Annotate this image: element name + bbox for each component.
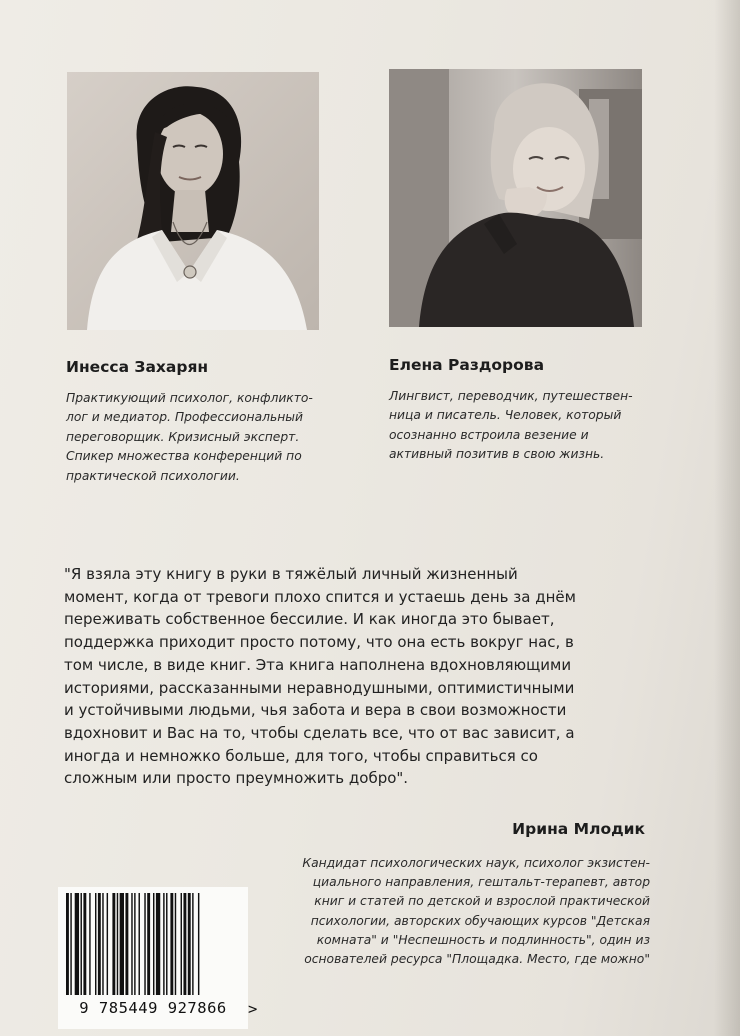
bio-line: лог и медиатор. Профессиональный: [66, 410, 303, 425]
bio-line: практической психологии.: [66, 468, 240, 483]
bio-line: Спикер множества конференций по: [66, 449, 302, 464]
author-name-elena: Елена Раздорова: [389, 356, 545, 374]
quote-line: вдохновит и Вас на то, чтобы сделать все, что от вас зависит, а: [64, 723, 575, 742]
author-bio-elena: [389, 387, 633, 465]
quote-line: том числе, в виде книг. Эта книга наполнена вдохновляющими: [64, 655, 572, 674]
barcode-bar: [131, 893, 132, 995]
review-quote: [64, 563, 576, 790]
reviewer-bio-line: Кандидат психологических наук, психолог экзистен-: [302, 856, 650, 870]
barcode-bar: [81, 893, 82, 995]
barcode-bar: [139, 893, 140, 995]
bio-line: Практикующий психолог, конфликто-: [66, 391, 313, 405]
reviewer-bio-line: комната" и "Неспешность и подлинность", один из: [316, 932, 650, 947]
quote-line: иногда и немножко больше, для того, чтобы справиться со: [64, 746, 538, 765]
barcode-bar: [98, 893, 101, 995]
barcode-bar: [198, 893, 199, 995]
barcode-bar: [83, 893, 86, 995]
isbn-barcode: [58, 887, 248, 1029]
barcode-bar: [181, 893, 182, 995]
barcode-bar: [125, 893, 128, 995]
barcode-bar: [144, 893, 145, 995]
barcode-bar: [183, 893, 186, 995]
quote-line: "Я взяла эту книгу в руки в тяжёлый личный жизненный: [64, 565, 518, 583]
barcode-bar: [153, 893, 154, 995]
barcode-bar: [188, 893, 191, 995]
quote-line: сложным или просто преумножить добро".: [64, 769, 409, 788]
barcode-bar: [107, 893, 108, 995]
author-photo-inessa: [67, 72, 319, 330]
quote-line: и устойчивыми людьми, чья забота и вера в свои возможности: [64, 701, 567, 720]
barcode-bar: [175, 893, 176, 995]
barcode-bar: [192, 893, 193, 995]
barcode-bar: [66, 893, 69, 995]
barcode-bar: [70, 893, 71, 995]
bio-line: осознанно встроила везение и: [389, 427, 589, 442]
quote-line: переживать собственное бессилие. И как иногда это бывает,: [64, 610, 555, 629]
reviewer-bio: [250, 854, 650, 969]
barcode-bar: [75, 893, 79, 995]
bio-line: переговорщик. Кризисный эксперт.: [66, 429, 300, 444]
reviewer-bio-line: психологии, авторских обучающих курсов "Детская: [310, 913, 650, 928]
isbn-number: 9 785449 927866: [79, 999, 227, 1017]
reviewer-bio-line: циального направления, гештальт-терапевт, автор: [312, 875, 650, 890]
author-name-inessa: Инесса Захарян: [66, 358, 209, 376]
author-bio-inessa: [66, 389, 313, 486]
barcode-bars: [64, 893, 242, 995]
barcode-bar: [147, 893, 150, 995]
bio-line: активный позитив в свою жизнь.: [389, 447, 605, 462]
barcode-bar: [120, 893, 124, 995]
bio-line: Лингвист, переводчик, путешествен-: [389, 389, 633, 403]
barcode-bar: [102, 893, 103, 995]
reviewer-bio-line: книг и статей по детской и взрослой практической: [314, 894, 650, 909]
quote-line: историями, рассказанными неравнодушными, оптимистичными: [64, 678, 575, 697]
barcode-bar: [170, 893, 173, 995]
barcode-bar: [163, 893, 164, 995]
reviewer-bio-line: основателей ресурса "Площадка. Место, где можно": [304, 952, 650, 967]
quote-line: поддержка приходит просто потому, что она есть вокруг нас, в: [64, 633, 574, 652]
reviewer-name: Ирина Млодик: [512, 820, 645, 838]
author-photo-elena: [389, 69, 642, 327]
barcode-bar: [117, 893, 118, 995]
barcode-bar: [95, 893, 96, 995]
barcode-bar: [156, 893, 160, 995]
barcode-bar: [134, 893, 135, 995]
barcode-bar: [89, 893, 90, 995]
quote-line: момент, когда от тревоги плохо спится и устаешь день за днём: [64, 587, 576, 606]
barcode-bar: [166, 893, 167, 995]
isbn-arrow: >: [248, 1000, 258, 1018]
bio-line: ница и писатель. Человек, который: [389, 408, 622, 423]
barcode-bar: [112, 893, 115, 995]
page-edge-shadow: [714, 0, 740, 1036]
